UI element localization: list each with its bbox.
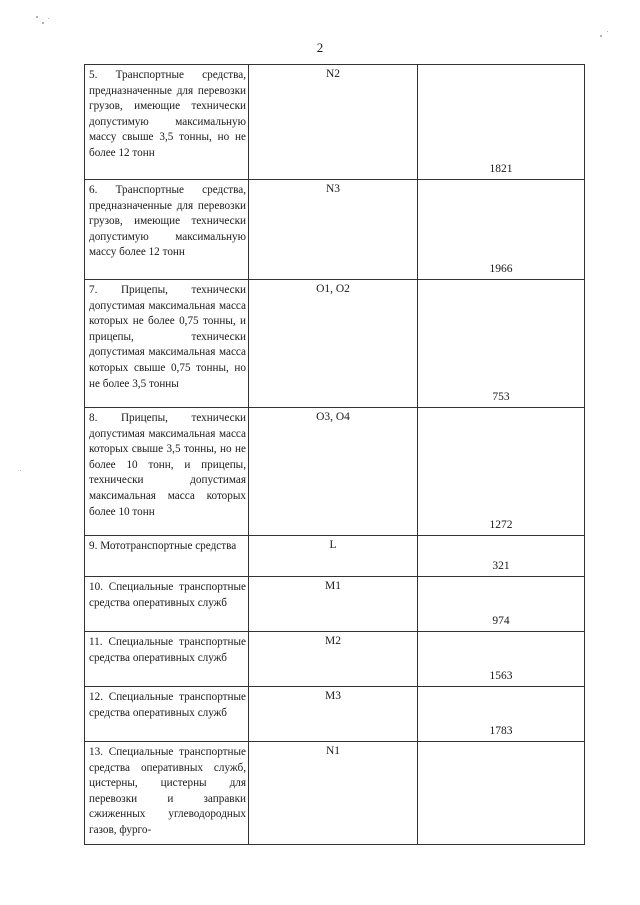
table-row bbox=[85, 687, 585, 742]
scan-speck bbox=[48, 18, 49, 19]
row-description: 10. Специальные транспортные средства оперативных служб bbox=[89, 581, 246, 609]
category-cell bbox=[249, 632, 418, 687]
row-description: 13. Специальные транспортные средства оперативных служб, цистерны, цистерны для перевозки и заправки сжиженных углеводородных газов, фурго- bbox=[89, 746, 246, 836]
scan-speck bbox=[36, 16, 38, 18]
scan-speck bbox=[20, 470, 21, 471]
value-cell bbox=[418, 632, 585, 687]
value-cell bbox=[418, 65, 585, 180]
value-cell bbox=[418, 408, 585, 536]
description-cell bbox=[85, 687, 249, 742]
description-cell bbox=[85, 65, 249, 180]
description-cell bbox=[85, 577, 249, 632]
row-description: 6. Транспортные средства, предназначенные для перевозки грузов, имеющие технически допустимую максимальную массу более 12 тонн bbox=[89, 184, 246, 259]
category-cell bbox=[249, 65, 418, 180]
row-description: 8. Прицепы, технически допустимая максимальная масса которых свыше 3,5 тонны, но не более 10 тонн, и прицепы, технически допустимая максимальная масса которых более 10 тонн bbox=[89, 412, 246, 518]
vehicle-category-table bbox=[84, 64, 585, 845]
row-value: 1272 bbox=[489, 519, 513, 531]
row-description: 9. Мототранспортные средства bbox=[89, 540, 237, 552]
table-row bbox=[85, 65, 585, 180]
category-cell bbox=[249, 536, 418, 577]
scan-speck bbox=[600, 35, 602, 37]
row-category: N2 bbox=[325, 68, 341, 80]
row-category: O3, O4 bbox=[316, 411, 350, 423]
table-row bbox=[85, 180, 585, 280]
row-value: 321 bbox=[492, 560, 510, 572]
row-category: M3 bbox=[325, 690, 341, 702]
description-cell bbox=[85, 742, 249, 845]
row-category: L bbox=[329, 539, 337, 551]
row-category: M2 bbox=[325, 635, 341, 647]
row-category: N3 bbox=[325, 183, 341, 195]
scan-speck bbox=[607, 31, 608, 32]
row-value: 1783 bbox=[489, 725, 513, 737]
row-category: M1 bbox=[325, 580, 341, 592]
scan-speck bbox=[42, 22, 44, 24]
row-description: 5. Транспортные средства, предназначенные для перевозки грузов, имеющие технически допустимую максимальную массу свыше 3,5 тонны, но не более 12 тонн bbox=[89, 69, 246, 159]
row-description: 12. Специальные транспортные средства оперативных служб bbox=[89, 691, 246, 719]
row-value: 753 bbox=[492, 391, 510, 403]
table-row bbox=[85, 536, 585, 577]
row-category: O1, O2 bbox=[316, 283, 350, 295]
table-row bbox=[85, 632, 585, 687]
table-row bbox=[85, 577, 585, 632]
row-value: 1563 bbox=[489, 670, 513, 682]
table-row bbox=[85, 280, 585, 408]
category-cell bbox=[249, 280, 418, 408]
description-cell bbox=[85, 408, 249, 536]
value-cell bbox=[418, 280, 585, 408]
value-cell bbox=[418, 180, 585, 280]
category-cell bbox=[249, 577, 418, 632]
page-number: 2 bbox=[316, 40, 324, 55]
category-cell bbox=[249, 687, 418, 742]
row-value: 1966 bbox=[489, 263, 513, 275]
description-cell bbox=[85, 280, 249, 408]
value-cell bbox=[418, 536, 585, 577]
description-cell bbox=[85, 536, 249, 577]
row-value: 974 bbox=[492, 615, 510, 627]
category-cell bbox=[249, 180, 418, 280]
table-row bbox=[85, 742, 585, 845]
description-cell bbox=[85, 180, 249, 280]
row-description: 7. Прицепы, технически допустимая максимальная масса которых не более 0,75 тонны, и прицепы, технически допустимая максимальная масса которых свыше 0,75 тонны, но не более 3,5 тонны bbox=[89, 284, 246, 390]
row-category: N1 bbox=[325, 745, 341, 757]
description-cell bbox=[85, 632, 249, 687]
category-cell bbox=[249, 408, 418, 536]
table-row bbox=[85, 408, 585, 536]
row-value: 1821 bbox=[489, 163, 513, 175]
value-cell bbox=[418, 577, 585, 632]
category-cell bbox=[249, 742, 418, 845]
value-cell bbox=[418, 687, 585, 742]
row-description: 11. Специальные транспортные средства оперативных служб bbox=[89, 636, 246, 664]
value-cell bbox=[418, 742, 585, 845]
